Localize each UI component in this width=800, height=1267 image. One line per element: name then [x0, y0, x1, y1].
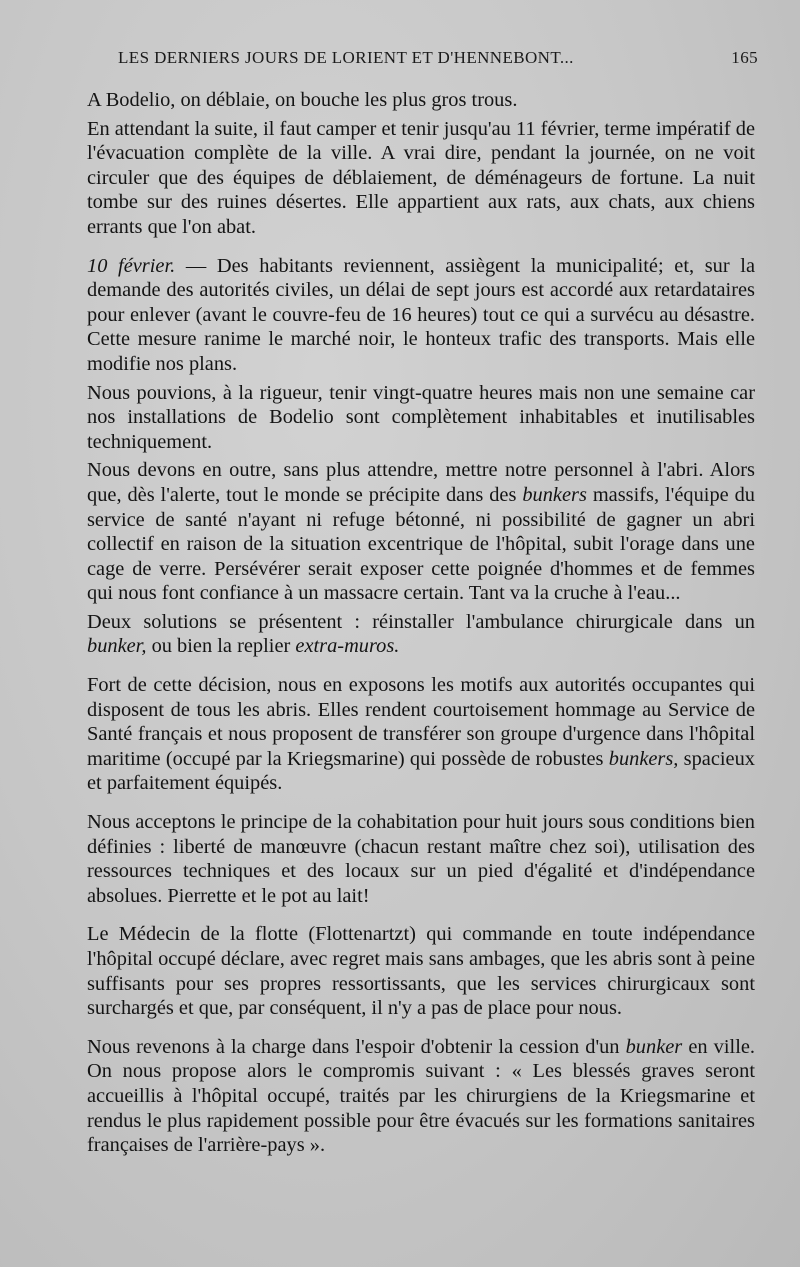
paragraph-text: Nous pouvions, à la rigueur, tenir vingt-quatre heures mais non une semaine car nos installations de Bodelio sont complètement inhabitables et inutilisables techniquement.	[87, 381, 755, 453]
body-text	[87, 88, 755, 1162]
paragraph-2	[87, 117, 755, 240]
italic-term: bunkers,	[608, 747, 679, 770]
paragraph-text: A Bodelio, on déblaie, on bouche les plus gros trous.	[87, 89, 518, 111]
paragraph-8	[87, 810, 755, 908]
italic-term: bunker,	[87, 635, 147, 658]
paragraph-text: Nous devons en outre, sans plus attendre, mettre notre personnel à l'abri. Alors que, dès l'alerte, tout le monde se précipite dans des	[87, 459, 755, 506]
paragraph-text: en ville. On nous propose alors le compromis suivant : « Les blessés graves seront accueillis à l'hôpital occupé, traités par les chirurgiens de la Kriegsmarine et rendus le plus rapidement possible pour être évacués sur les formations sanitaires françaises de l'arrière-pays ».	[87, 1035, 756, 1157]
paragraph-text: Nous acceptons le principe de la cohabitation pour huit jours sous conditions bien définies : liberté de manœuvre (chacun restant maître chez soi), utilisation des ressources techniques et des locaux sur un pied d'égalité et d'indépendance absolues. Pierrette et le pot au lait!	[87, 811, 755, 907]
paragraph-5	[87, 458, 755, 606]
paragraph-text: Deux solutions se présentent : réinstaller l'ambulance chirurgicale dans un	[87, 610, 755, 633]
paragraph-7	[87, 673, 755, 796]
page-number: 165	[731, 48, 758, 67]
italic-term: bunker	[625, 1035, 683, 1058]
paragraph-1	[87, 88, 755, 113]
paragraph-text: Nous revenons à la charge dans l'espoir d'obtenir la cession d'un	[87, 1035, 626, 1058]
paragraph-6	[87, 610, 755, 659]
paragraph-4	[87, 381, 755, 455]
italic-term: bunkers	[522, 483, 587, 506]
paragraph-text: massifs, l'équipe du service de santé n'ayant ni refuge bétonné, ni possibilité de gagner un abri collectif en raison de la situation excentrique de l'hôpital, subit l'orage dans une cage de verre. Persévérer serait exposer cette poignée d'hommes et de femmes qui nous font confiance à un massacre certain. Tant va la cruche à l'eau...	[87, 483, 755, 605]
paragraph-9	[87, 922, 755, 1020]
running-head	[118, 48, 758, 74]
italic-term: extra-muros.	[295, 635, 400, 658]
paragraph-text: En attendant la suite, il faut camper et tenir jusqu'au 11 février, terme impératif de l'évacuation complète de la ville. A vrai dire, pendant la journée, on ne voit circuler que des équipes de déblaiement, de déménageurs de fortune. La nuit tombe sur des ruines désertes. Elle appartient aux rats, aux chats, aux chiens errants que l'on abat.	[87, 117, 755, 238]
paragraph-text: — Des habitants reviennent, assiègent la municipalité; et, sur la demande des autorités civiles, un délai de sept jours est accordé aux retardataires pour enlever (avant le couvre-feu de 16 heures) tout ce qui a survécu au désastre. Cette mesure ranime le marché noir, le honteux trafic des transports. Mais elle modifie nos plans.	[87, 254, 756, 375]
paragraph-text: spacieux et parfaitement équipés.	[87, 747, 755, 795]
date-label: 10 février.	[87, 254, 176, 277]
paragraph-text: Fort de cette décision, nous en exposons les motifs aux autorités occupantes qui disposent de tous les abris. Elles rendent courtoisement hommage au Service de Santé français et nous proposent de transférer son groupe d'urgence dans l'hôpital maritime (occupé par la Kriegsmarine) qui possède de robustes	[87, 674, 755, 770]
paragraph-text: ou bien la replier	[146, 635, 296, 658]
paragraph-3	[87, 254, 755, 377]
paragraph-10	[87, 1035, 755, 1158]
paragraph-text: Le Médecin de la flotte (Flottenartzt) qui commande en toute indépendance l'hôpital occupé déclare, avec regret mais sans ambages, que les abris sont à peine suffisants pour ses propres ressortissants, que les services chirurgicaux sont surchargés et que, par conséquent, il n'y a pas de place pour nous.	[87, 923, 755, 1020]
running-title: LES DERNIERS JOURS DE LORIENT ET D'HENNEBONT...	[118, 48, 574, 67]
